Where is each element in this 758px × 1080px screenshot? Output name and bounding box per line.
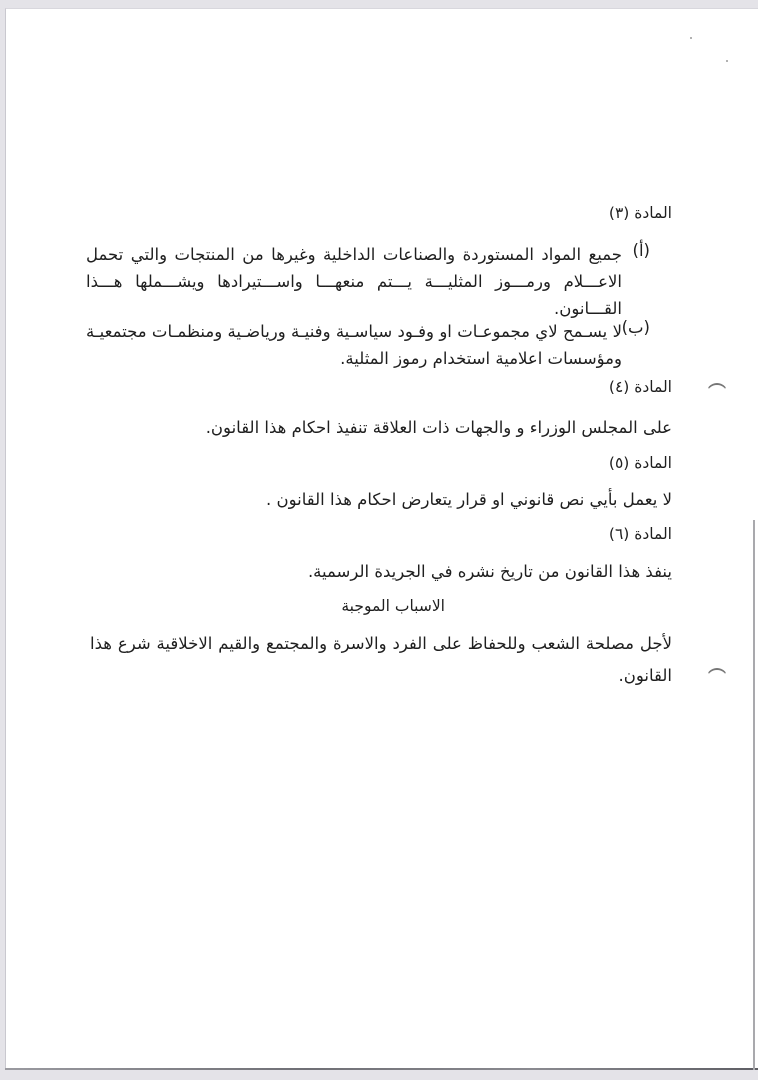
article-3-item-a-text: جميع المواد المستوردة والصناعات الداخلية وغيرها من المنتجات والتي تحمل الاعـــلام ورمـــوز المثليـــة يـــتم منعهـــا واســـتيرادها ويشـــملها هـــذا القـــانون. xyxy=(86,245,622,318)
article-3-heading: المادة (٣) xyxy=(608,204,672,222)
article-3-item-b-text: لا يسـمح لاي مجموعـات او وفـود سياسـية وفنيـة ورياضـية ومنظمـات مجتمعيـة ومؤسسات اعلامية استخدام رموز المثلية. xyxy=(86,322,622,368)
article-5-heading: المادة (٥) xyxy=(608,454,672,472)
article-6-text: ينفذ هذا القانون من تاريخ نشره في الجريدة الرسمية. xyxy=(307,562,672,581)
article-5-text: لا يعمل بأيي نص قانوني او قرار يتعارض احكام هذا القانون . xyxy=(266,490,672,509)
reasons-heading: الاسباب الموجبة xyxy=(341,597,445,615)
article-3-item-b-label: (ب) xyxy=(621,318,650,337)
reasons-text: لأجل مصلحة الشعب وللحفاظ على الفرد والاسرة والمجتمع والقيم الاخلاقية شرع هذا القانون. xyxy=(90,634,672,685)
article-3-item-a-label: (أ) xyxy=(632,241,650,260)
article-4-text: على المجلس الوزراء و والجهات ذات العلاقة تنفيذ احكام هذا القانون. xyxy=(205,418,672,437)
article-6-heading: المادة (٦) xyxy=(608,525,672,543)
article-4-heading: المادة (٤) xyxy=(608,378,672,396)
